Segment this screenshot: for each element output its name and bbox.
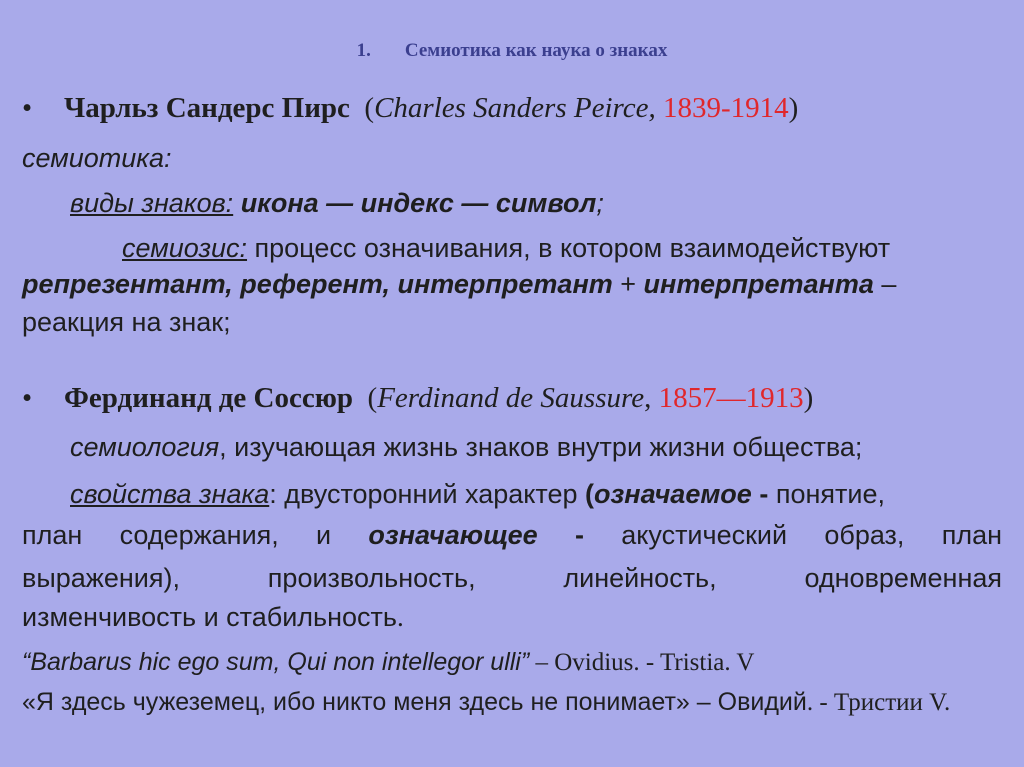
content-plan-line <box>22 520 1002 551</box>
semiosis-text: процесс означивания, в котором взаимодействуют <box>247 233 891 263</box>
latin-quote-attribution: – Ovidius. - Tristia. V <box>529 649 755 676</box>
saussure-heading <box>22 382 813 415</box>
comma: , <box>644 382 659 414</box>
latin-quote: “Barbarus hic ego sum, Qui non intellegor ulli” <box>22 648 530 676</box>
reaction-line: реакция на знак; <box>22 307 231 337</box>
semiosis-label: семиозис: <box>122 233 248 263</box>
paren-open: ( <box>367 382 378 414</box>
peirce-name-en: Charles Sanders Peirce, <box>374 92 656 124</box>
title-text: Семиотика как наука о знаках <box>404 40 668 61</box>
acoustic-image-text: акустический образ, план <box>583 520 1003 550</box>
dash: - <box>537 520 584 550</box>
paren-open: ( <box>364 92 375 124</box>
dash: – <box>873 269 897 299</box>
peirce-name-ru: Чарльз Сандерс Пирс <box>64 92 350 124</box>
sign-types-line <box>70 188 604 219</box>
peirce-heading <box>22 92 798 125</box>
title-number: 1. <box>356 40 371 61</box>
plus-sign: + <box>612 269 644 299</box>
saussure-name-ru: Фердинанд де Соссюр <box>64 382 354 414</box>
paren-close: ) <box>803 382 814 414</box>
variability-text: изменчивость и стабильность <box>22 602 397 632</box>
russian-quote-author: – Овидий <box>689 688 807 716</box>
sign-types-end: ; <box>596 188 604 218</box>
sign-types: икона — индекс — символ <box>233 188 597 218</box>
semiosis-line <box>122 233 890 264</box>
semiotics-label: семиотика: <box>22 143 172 173</box>
props-label: свойства знака <box>70 479 270 509</box>
signifier: означающее <box>368 520 538 550</box>
sign-types-label: виды знаков: <box>70 188 234 218</box>
semiology-line <box>70 432 862 463</box>
content-plan-text: план содержания, и <box>22 520 332 550</box>
signified: означаемое <box>594 479 752 509</box>
expression-line: выражения), произвольность, линейность, одновременная <box>22 563 1002 593</box>
saussure-years: 1857—1913 <box>658 382 804 414</box>
saussure-name-en: Ferdinand de Saussure <box>377 382 645 414</box>
peirce-years: 1839-1914 <box>662 92 789 124</box>
bullet: • <box>22 92 33 124</box>
terms-line <box>22 269 896 300</box>
semiology-text: , изучающая жизнь знаков внутри жизни общества; <box>219 432 863 462</box>
props-colon: : двусторонний характер <box>269 479 585 509</box>
period: . <box>396 602 404 632</box>
russian-quote-source: . - Тристии V. <box>806 689 951 716</box>
dash: - <box>751 479 776 509</box>
peirce-terms: репрезентант, референт, интерпретант <box>22 269 613 299</box>
russian-quote: «Я здесь чужеземец, ибо никто меня здесь не понимает» <box>22 688 690 716</box>
paren-close: ) <box>788 92 799 124</box>
semiology-label: семиология <box>70 432 220 462</box>
latin-quote-line <box>22 648 754 677</box>
bullet: • <box>22 382 33 414</box>
variability-line <box>22 602 404 633</box>
signified-text: понятие, <box>775 479 885 509</box>
sign-properties-line <box>70 479 885 510</box>
slide-title <box>0 40 1024 62</box>
paren-bold: ( <box>585 479 594 509</box>
russian-quote-line <box>22 688 950 717</box>
interpretanta: интерпретанта <box>643 269 874 299</box>
